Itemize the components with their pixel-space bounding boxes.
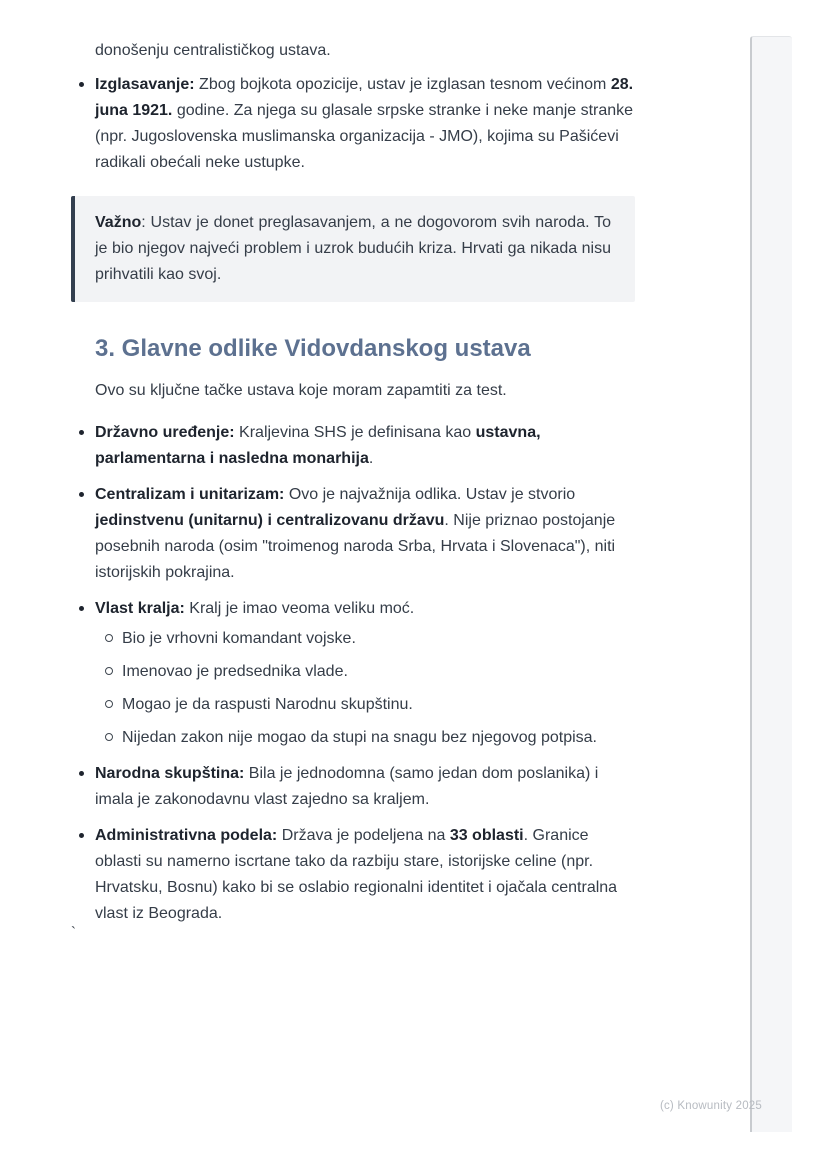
document-note-content [95, 38, 635, 937]
list-item-text: Izglasavanje: Zbog bojkota opozicije, ustav je izglasan tesnom većinom 28. juna 1921. godine. Za njega su glasale srpske stranke i neke manje stranke (npr. Jugoslovenska muslimanska organizacija - JMO), kojima su Pašićevi radikali obećali neke ustupke. [95, 76, 634, 171]
list-item-text: Centralizam i unitarizam: Ovo je najvažnija odlika. Ustav je stvorio jedinstvenu (unitarnu) i centralizovanu državu. Nije priznao postojanje posebnih naroda (osim "troimenog naroda Srba, Hrvata i Slovenaca"), niti istorijskih pokrajina. [95, 486, 616, 581]
sublist-item: Imenovao je predsednika vlade. [122, 659, 635, 685]
paragraph-continuation: donošenju centralističkog ustava. [95, 42, 331, 59]
sublist-vlast-kralja [95, 626, 635, 751]
next-page-edge [750, 36, 792, 1132]
list-item-vlast-kralja [95, 596, 635, 751]
list-item-centralizam [95, 482, 635, 586]
list-item-administrativna-podela [95, 823, 635, 927]
list-item-text: Narodna skupština: Bila je jednodomna (samo jedan dom poslanika) i imala je zakonodavnu vlast zajedno sa kraljem. [95, 765, 599, 808]
list-item-text: Vlast kralja: Kralj je imao veoma veliku moć. [95, 600, 415, 617]
sublist-item: Mogao je da raspusti Narodnu skupštinu. [122, 692, 635, 718]
bullet-list-features [95, 420, 635, 927]
section-intro: Ovo su ključne tačke ustava koje moram zapamtiti za test. [95, 382, 507, 399]
footer-copyright: (c) Knowunity 2025 [659, 1100, 762, 1112]
list-item-narodna-skupstina [95, 761, 635, 813]
list-item-text: Administrativna podela: Država je podeljena na 33 oblasti. Granice oblasti su namerno iscrtane tako da razbiju stare, istorijske celine (npr. Hrvatsku, Bosnu) kako bi se oslabio regionalni identitet i ojačala centralna vlast iz Beograda. [95, 827, 618, 922]
list-item-text: Državno uređenje: Kraljevina SHS je definisana kao ustavna, parlamentarna i nasledna monarhija. [95, 424, 541, 467]
important-callout [71, 196, 635, 302]
stray-backtick-mark: ` [71, 924, 76, 941]
section-heading: 3. Glavne odlike Vidovdanskog ustava [95, 335, 531, 362]
callout-text: Važno: Ustav je donet preglasavanjem, a ne dogovorom svih naroda. To je bio njegov najveći problem i uzrok budućih kriza. Hrvati ga nikada nisu prihvatili kao svoj. [95, 214, 611, 283]
list-item-izglasavanje [95, 72, 635, 176]
sublist-item: Nijedan zakon nije mogao da stupi na snagu bez njegovog potpisa. [122, 725, 635, 751]
list-item-drzavno-uredjenje [95, 420, 635, 472]
bullet-list-voting [95, 72, 635, 176]
sublist-item: Bio je vrhovni komandant vojske. [122, 626, 635, 652]
